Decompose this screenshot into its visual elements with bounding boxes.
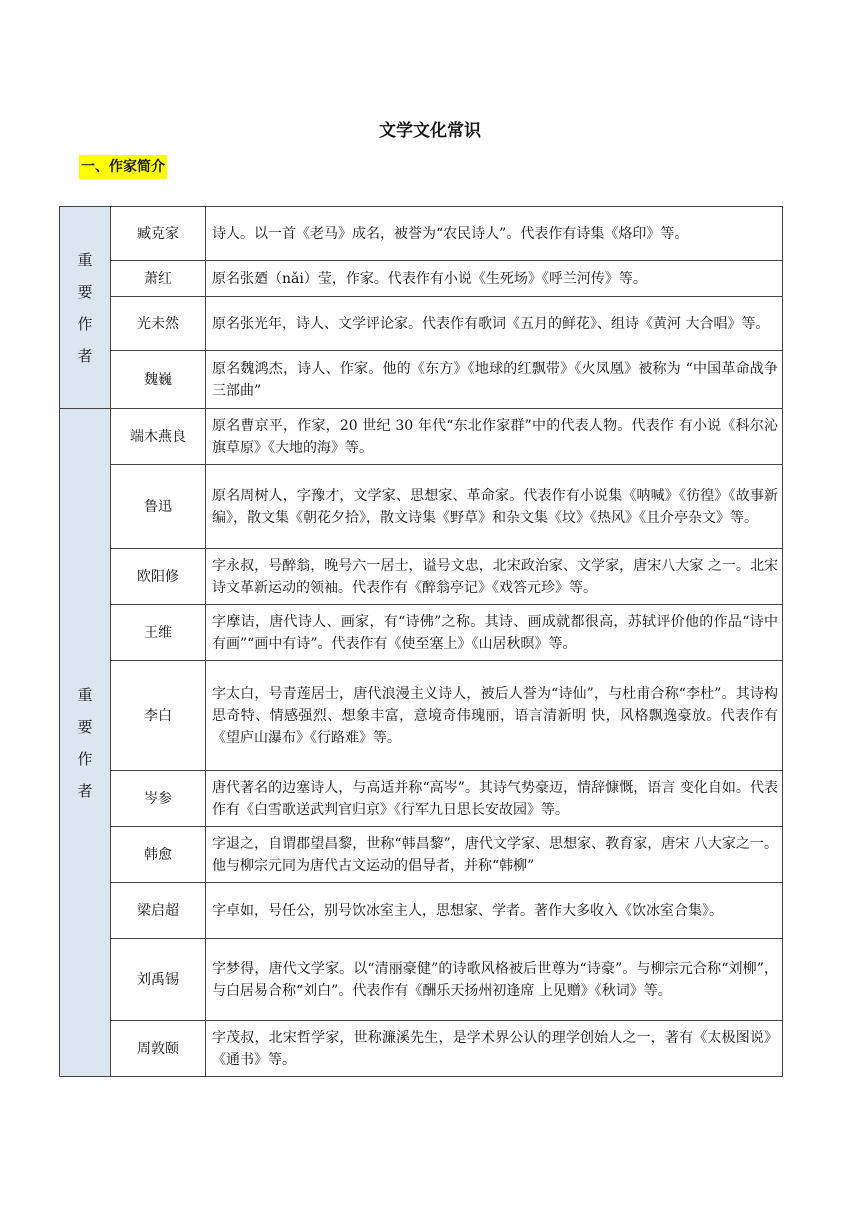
author-name: 欧阳修 (111, 549, 206, 605)
author-desc: 原名张廼（nǎi）莹，作家。代表作有小说《生死场》《呼兰河传》等。 (206, 261, 783, 297)
table-row (60, 351, 783, 409)
author-desc: 原名张光年，诗人、文学评论家。代表作有歌词《五月的鲜花》、组诗《黄河 大合唱》等。 (206, 297, 783, 351)
author-name: 端木燕良 (111, 409, 206, 465)
author-name: 李白 (111, 661, 206, 771)
author-name: 鲁迅 (111, 465, 206, 549)
table-row (60, 549, 783, 605)
table-row (60, 1021, 783, 1077)
table-row (60, 827, 783, 883)
section-heading: 一、作家简介 (79, 155, 167, 179)
author-desc: 原名曹京平，作家，20 世纪 30 年代“东北作家群”中的代表人物。代表作 有小说《科尔沁旗草原》《大地的海》等。 (206, 409, 783, 465)
author-name: 魏巍 (111, 351, 206, 409)
table-row (60, 297, 783, 351)
category-cell (60, 207, 111, 409)
table-row (60, 661, 783, 771)
author-desc: 字太白，号青莲居士，唐代浪漫主义诗人，被后人誉为“诗仙”，与杜甫合称“李杜”。其诗构思奇特、情感强烈、想象丰富，意境奇伟瑰丽，语言清新明 快，风格飘逸豪放。代表作有《望庐山瀑布》《行路难》等。 (206, 661, 783, 771)
author-desc: 字梦得，唐代文学家。以“清丽豪健”的诗歌风格被后世尊为“诗豪”。与柳宗元合称“刘柳”，与白居易合称“刘白”。代表作有《酬乐天扬州初逢席 上见赠》《秋词》等。 (206, 939, 783, 1021)
table-row (60, 605, 783, 661)
table-row (60, 409, 783, 465)
author-desc: 字茂叔，北宋哲学家，世称濂溪先生，是学术界公认的理学创始人之一，著有《太极图说》《通书》等。 (206, 1021, 783, 1077)
category-cell (60, 409, 111, 1077)
category-label: 重要作者 (77, 685, 93, 800)
page-title: 文学文化常识 (379, 121, 481, 141)
author-desc: 字永叔，号醉翁，晚号六一居士，谥号文忠，北宋政治家、文学家，唐宋八大家 之一。北宋诗文革新运动的领袖。代表作有《醉翁亭记》《戏答元珍》等。 (206, 549, 783, 605)
author-desc: 原名魏鸿杰，诗人、作家。他的《东方》《地球的红飘带》《火凤凰》被称为 “中国革命战争三部曲” (206, 351, 783, 409)
author-desc: 字退之，自谓郡望昌黎，世称“韩昌黎”，唐代文学家、思想家、教育家，唐宋 八大家之一。他与柳宗元同为唐代古文运动的倡导者，并称“韩柳” (206, 827, 783, 883)
author-name: 周敦颐 (111, 1021, 206, 1077)
author-desc: 字摩诘，唐代诗人、画家，有“诗佛”之称。其诗、画成就都很高，苏轼评价他的作品“诗中有画”“画中有诗”。代表作有《使至塞上》《山居秋暝》等。 (206, 605, 783, 661)
author-desc: 唐代著名的边塞诗人，与高适并称“高岑”。其诗气势豪迈，情辞慷慨，语言 变化自如。代表作有《白雪歌送武判官归京》《行军九日思长安故园》等。 (206, 771, 783, 827)
table-row (60, 207, 783, 261)
author-name: 韩愈 (111, 827, 206, 883)
table-row (60, 465, 783, 549)
author-name: 梁启超 (111, 883, 206, 939)
author-desc: 字卓如，号任公，别号饮冰室主人，思想家、学者。著作大多收入《饮冰室合集》。 (206, 883, 783, 939)
author-name: 臧克家 (111, 207, 206, 261)
table-row (60, 939, 783, 1021)
author-name: 刘禹锡 (111, 939, 206, 1021)
author-desc: 原名周树人，字豫才，文学家、思想家、革命家。代表作有小说集《呐喊》《彷徨》《故事新编》，散文集《朝花夕拾》，散文诗集《野草》和杂文集《坟》《热风》《且介亭杂文》等。 (206, 465, 783, 549)
author-name: 王维 (111, 605, 206, 661)
table-row (60, 771, 783, 827)
category-label: 重要作者 (77, 250, 93, 365)
table-row (60, 261, 783, 297)
author-name: 岑参 (111, 771, 206, 827)
author-name: 光未然 (111, 297, 206, 351)
author-table (59, 206, 783, 1077)
author-name: 萧红 (111, 261, 206, 297)
author-desc: 诗人。以一首《老马》成名，被誉为“农民诗人”。代表作有诗集《烙印》等。 (206, 207, 783, 261)
table-row (60, 883, 783, 939)
